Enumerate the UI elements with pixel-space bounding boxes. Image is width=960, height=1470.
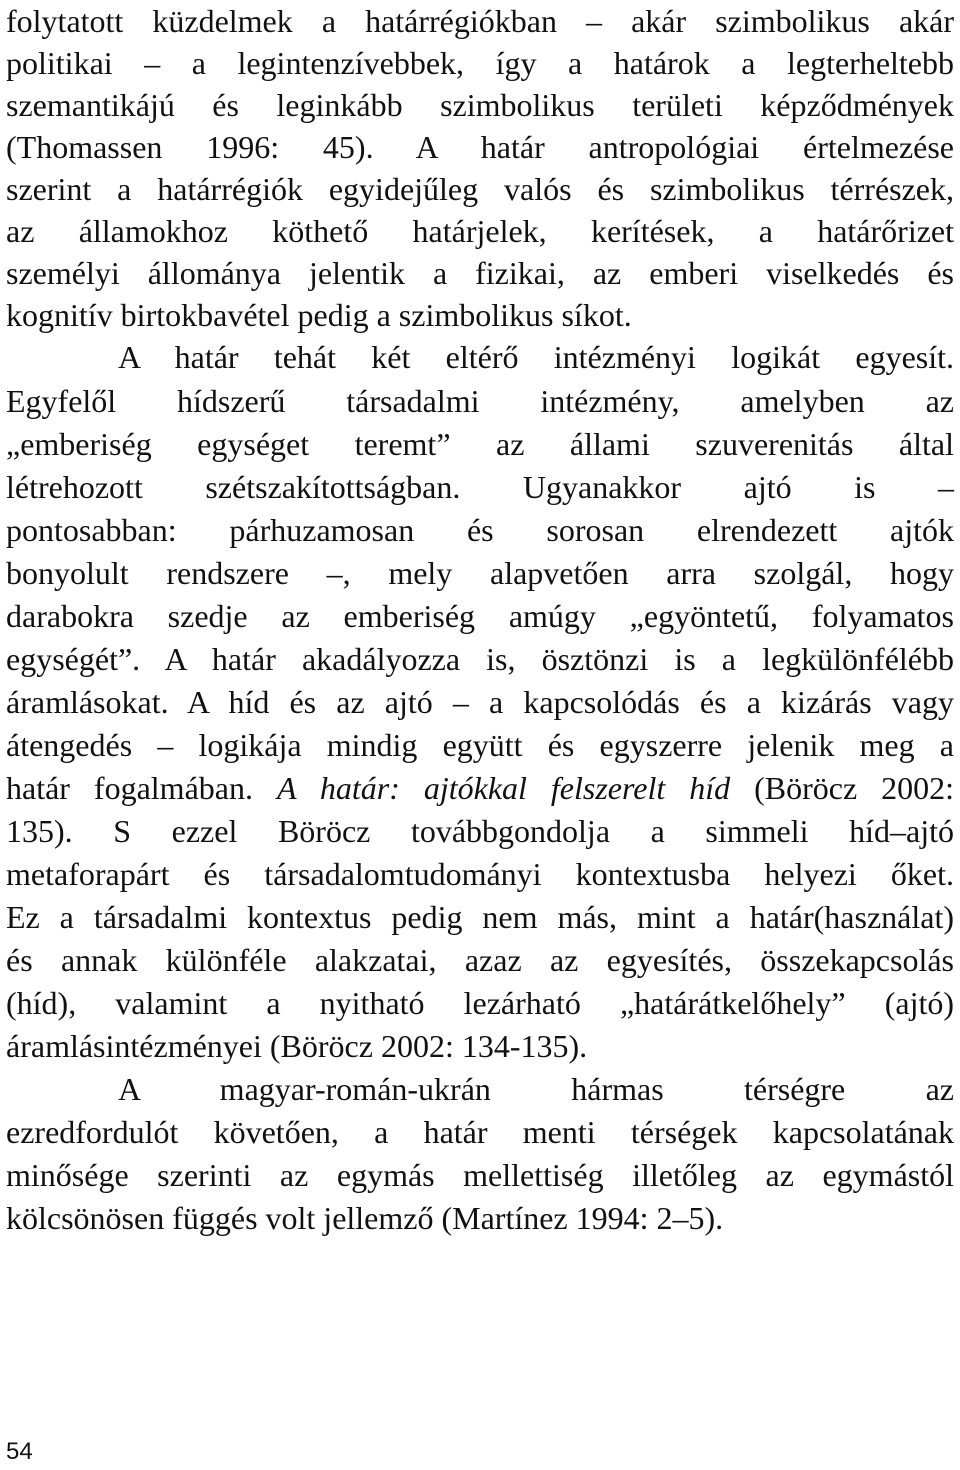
text-line: kognitív birtokbavétel pedig a szimbolikus síkot. xyxy=(6,297,632,333)
text-line: minősége szerinti az egymás mellettiség illetőleg az egymástól xyxy=(6,1157,954,1193)
text-line: létrehozott szétszakítottságban. Ugyanakkor ajtó is – xyxy=(6,469,954,505)
text-line: „emberiség egységet teremt” az állami szuverenitás által xyxy=(6,426,954,462)
text-line: politikai – a legintenzívebbek, így a határok a legterheltebb xyxy=(6,45,954,81)
text-line: metaforapárt és társadalomtudományi kontextusba helyezi őket. xyxy=(6,856,954,892)
text-line: személyi állománya jelentik a fizikai, az emberi viselkedés és xyxy=(6,255,954,291)
text-line: folytatott küzdelmek a határrégiókban – akár szimbolikus akár xyxy=(6,3,954,39)
line-text-after: (Böröcz 2002: xyxy=(730,770,955,806)
text-line: Egyfelől hídszerű társadalmi intézmény, amelyben az xyxy=(6,383,954,419)
text-line: darabokra szedje az emberiség amúgy „egyöntetű, folyamatos xyxy=(6,598,954,634)
text-line: A magyar-román-ukrán hármas térségre az xyxy=(118,1071,954,1107)
text-line: (híd), valamint a nyitható lezárható „határátkelőhely” (ajtó) xyxy=(6,985,954,1021)
text-line: kölcsönösen függés volt jellemző (Martínez 1994: 2–5). xyxy=(6,1200,724,1236)
text-line: (Thomassen 1996: 45). A határ antropológiai értelmezése xyxy=(6,129,954,165)
text-line: áramlásintézményei (Böröcz 2002: 134-135). xyxy=(6,1028,588,1064)
text-line: A határ tehát két eltérő intézményi logikát egyesít. xyxy=(118,339,954,375)
document-page xyxy=(6,0,954,1470)
text-line: szerint a határrégiók egyidejűleg valós és szimbolikus térrészek, xyxy=(6,171,954,207)
text-line: az államokhoz köthető határjelek, kerítések, a határőrizet xyxy=(6,213,954,249)
text-line: és annak különféle alakzatai, azaz az egyesítés, összekapcsolás xyxy=(6,942,954,978)
line-text-before: határ fogalmában. xyxy=(6,770,277,806)
text-line-with-italic xyxy=(6,767,954,810)
page-number: 54 xyxy=(6,1438,33,1465)
text-line: szemantikájú és leginkább szimbolikus területi képződmények xyxy=(6,87,954,123)
text-line: pontosabban: párhuzamosan és sorosan elrendezett ajtók xyxy=(6,512,954,548)
italic-quote: A határ: ajtókkal felszerelt híd xyxy=(276,770,731,806)
text-line: ezredfordulót követően, a határ menti térségek kapcsolatának xyxy=(6,1114,954,1150)
text-line: 135). S ezzel Böröcz továbbgondolja a simmeli híd–ajtó xyxy=(6,813,954,849)
text-line: áramlásokat. A híd és az ajtó – a kapcsolódás és a kizárás vagy xyxy=(6,684,954,720)
text-line: átengedés – logikája mindig együtt és egyszerre jelenik meg a xyxy=(6,727,954,763)
text-line: bonyolult rendszere –, mely alapvetően arra szolgál, hogy xyxy=(6,555,954,591)
text-line: Ez a társadalmi kontextus pedig nem más, mint a határ(használat) xyxy=(6,899,954,935)
text-line: egységét”. A határ akadályozza is, ösztönzi is a legkülönfélébb xyxy=(6,641,954,677)
